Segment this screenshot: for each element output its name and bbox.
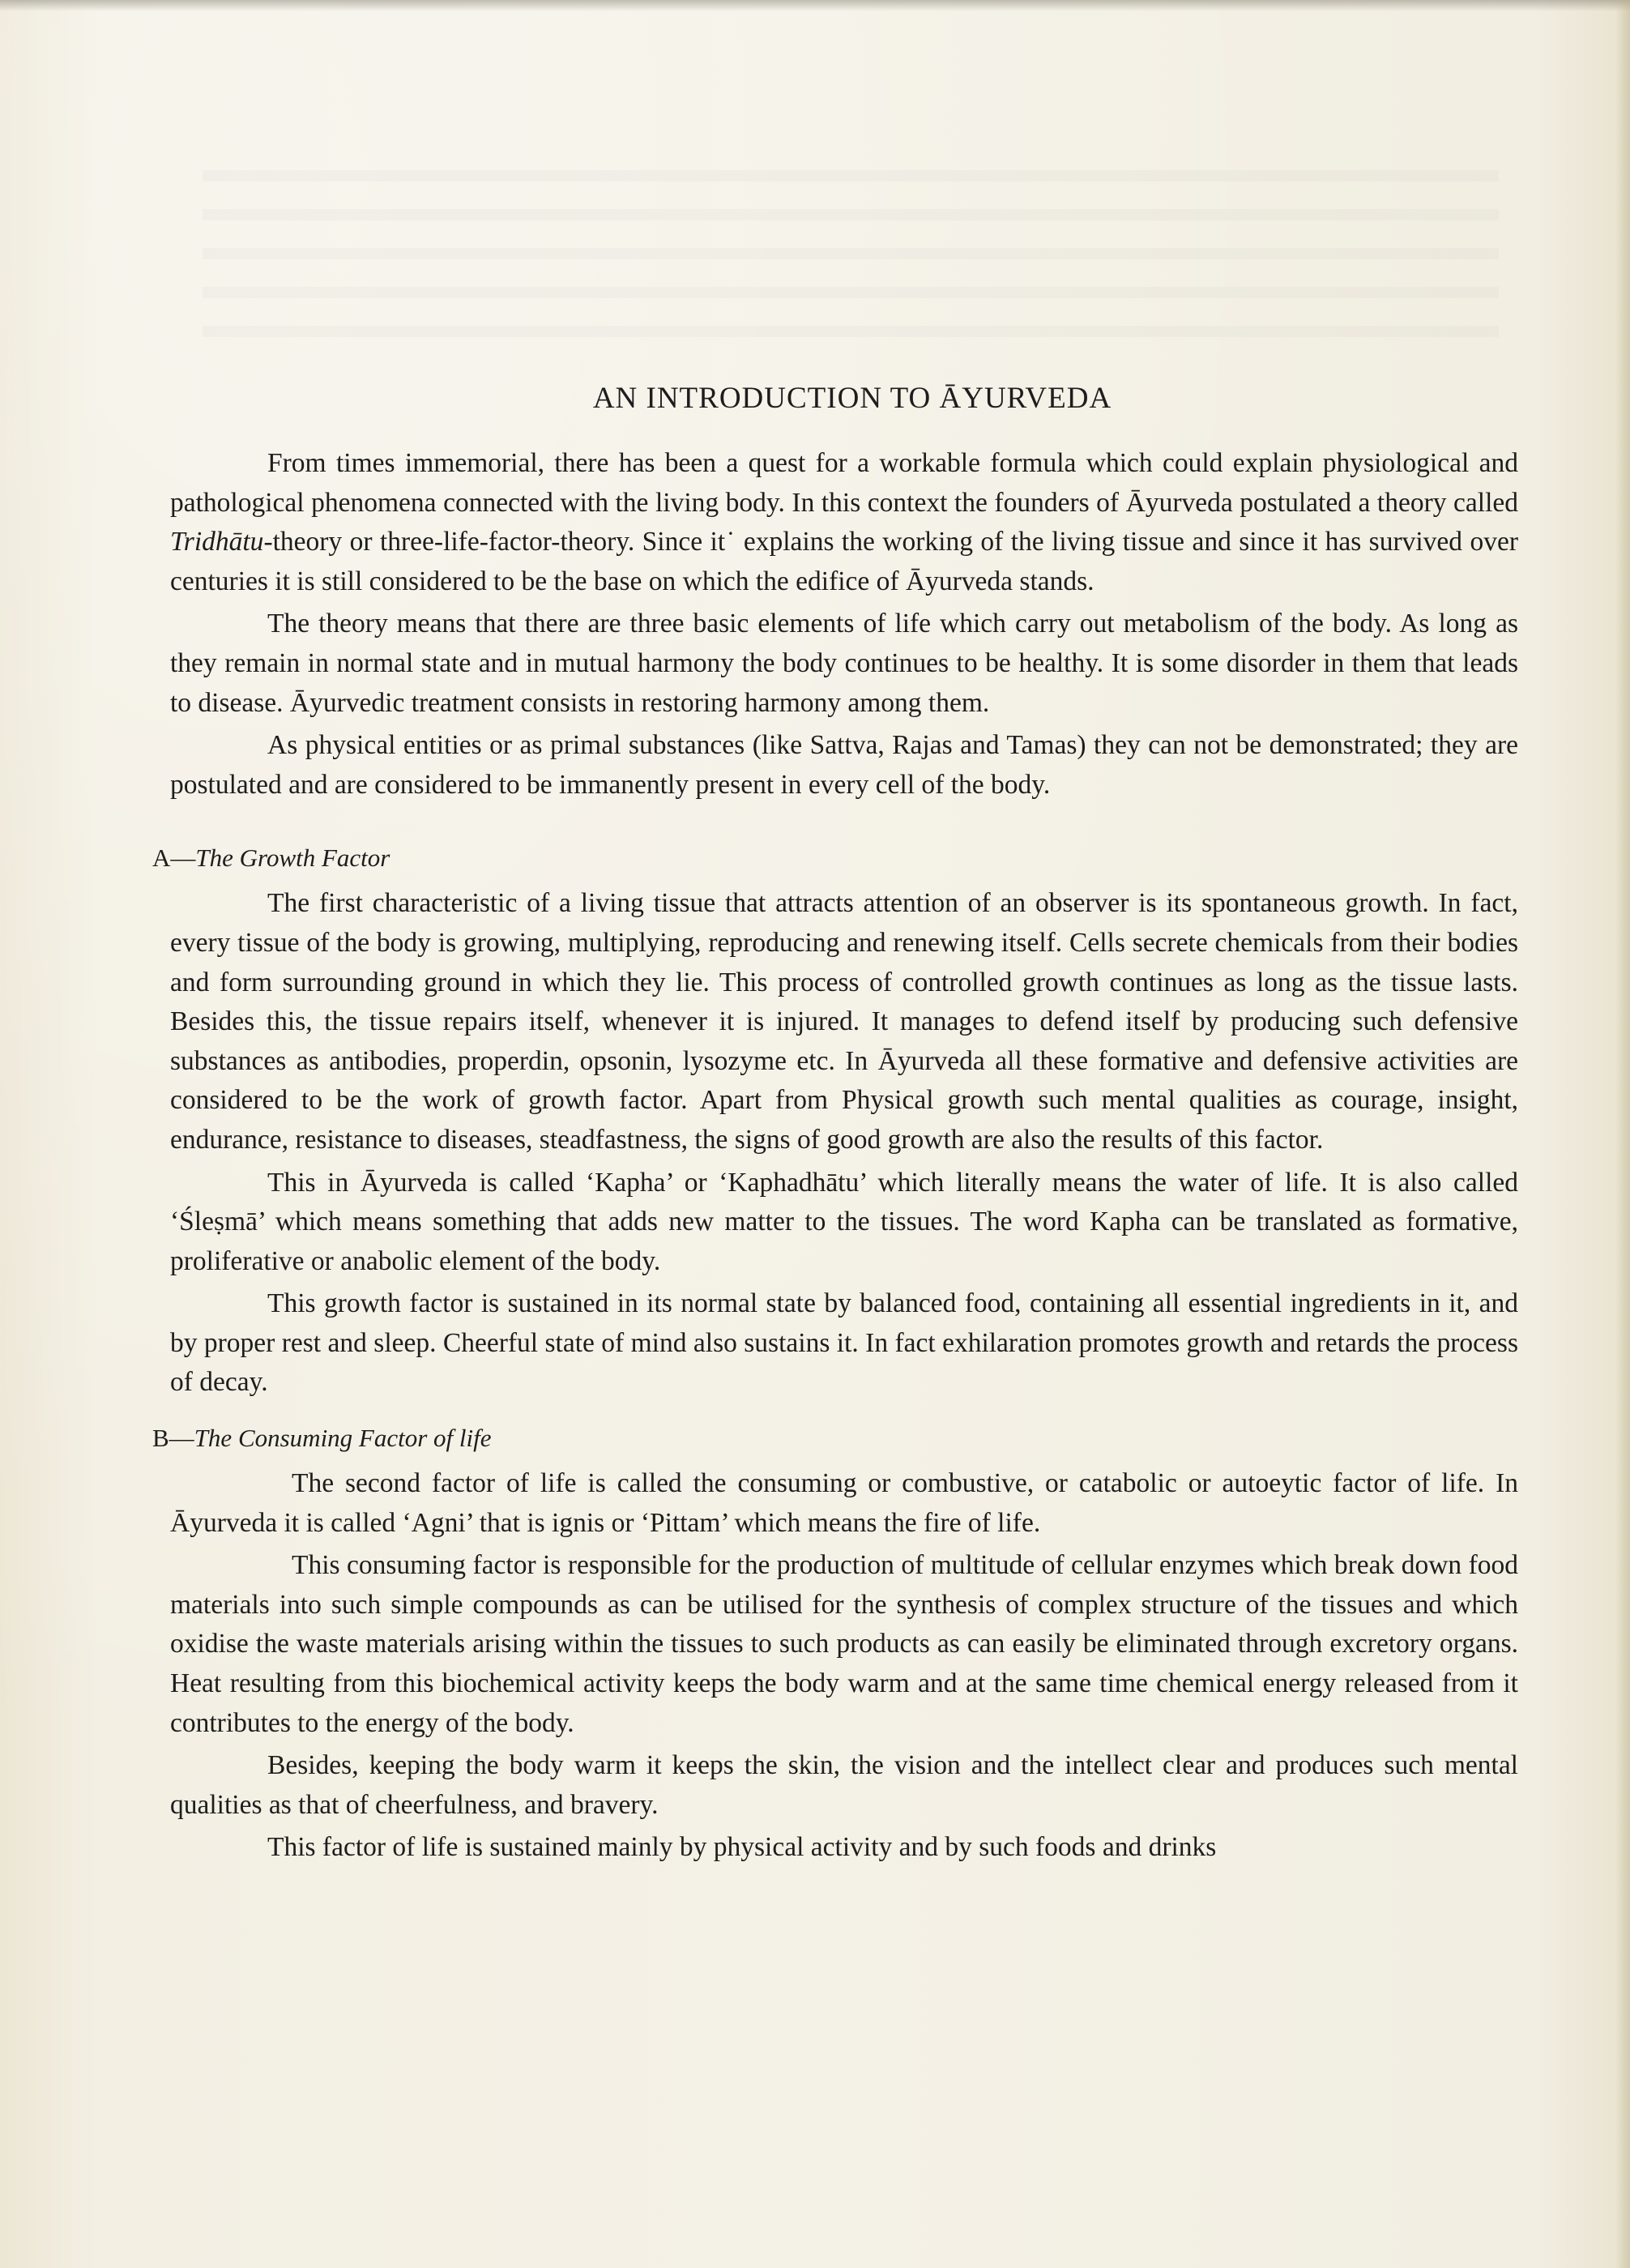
page-top-shadow <box>0 0 1630 11</box>
section-b-title: The Consuming Factor of life <box>194 1424 492 1453</box>
show-through-bleed <box>203 146 1499 357</box>
page-right-edge <box>1615 0 1630 2268</box>
intro-paragraph-2: The theory means that there are three basic elements of life which carry out metabolism of the body. As long as they remain in normal state and in mutual harmony the body continues to be healthy. It is some disorder in them that leads to disease. Āyurvedic treatment consists in restoring harmony among them. <box>170 609 1518 718</box>
section-a-prefix: A— <box>152 844 196 873</box>
section-b-paragraph-3: Besides, keeping the body warm it keeps the skin, the vision and the intellect clear and produces such mental qualities as that of cheerfulness, and bravery. <box>170 1750 1518 1820</box>
page-title: AN INTRODUCTION TO ĀYURVEDA <box>592 382 1112 415</box>
section-a-paragraph-3: This growth factor is sustained in its normal state by balanced food, containing all essential ingredients in it, and by proper rest and sleep. Cheerful state of mind also sustains it. In fact exhilaration promotes growth and retards the process of decay. <box>170 1288 1518 1398</box>
section-b-prefix: B— <box>152 1424 194 1453</box>
intro-p1-end: -theory or three-life-factor-theory. Since it˙ explains the working of the living tissue and since it has survived over centuries it is still considered to be the base on which the edifice of Āyurveda stands. <box>170 527 1518 596</box>
section-a-heading <box>152 839 1518 878</box>
section-a-title: The Growth Factor <box>195 844 390 873</box>
section-a-paragraph-1: The first characteristic of a living tissue that attracts attention of an observer is its spontaneous growth. In fact, every tissue of the body is growing, multiplying, reproducing and renewing itself. Cells secrete chemicals from their bodies and form surrounding ground in which they lie. This process of controlled growth continues as long as the tissue lasts. Besides this, the tissue repairs itself, whenever it is injured. It manages to defend itself by producing such defensive substances as antibodies, properdin, opsonin, lysozyme etc. In Āyurveda all these formative and defensive activities are considered to be the work of growth factor. Apart from Physical growth such mental qualities as courage, insight, endurance, resistance to diseases, steadfastness, the signs of good growth are also the results of this factor. <box>170 888 1518 1155</box>
intro-paragraph-3: As physical entities or as primal substances (like Sattva, Rajas and Tamas) they can not be demonstrated; they are postulated and are considered to be immanently present in every cell of the body. <box>170 730 1518 800</box>
section-a-paragraph-2: This in Āyurveda is called ‘Kapha’ or ‘Kaphadhātu’ which literally means the water of life. It is also called ‘Śleṣmā’ which means something that adds new matter to the tissues. The word Kapha can be translated as formative, proliferative or anabolic element of the body. <box>170 1167 1518 1276</box>
tridhatu-term: Tridhātu <box>170 527 264 557</box>
section-b-paragraph-2: This consuming factor is responsible for the production of multitude of cellular enzymes which break down food materials into such simple compounds as can be utilised for the synthesis of complex structure of the tissues and which oxidise the waste materials arising within the tissues to such products as can easily be eliminated through excretory organs. Heat resulting from this biochemical activity keeps the body warm and at the same time chemical energy released from it contributes to the energy of the body. <box>170 1550 1518 1738</box>
text-column <box>152 381 1518 1868</box>
section-b-paragraph-1: The second factor of life is called the consuming or combustive, or catabolic or autoeytic factor of life. In Āyurveda it is called ‘Agni’ that is ignis or ‘Pittam’ which means the fire of life. <box>170 1468 1518 1538</box>
intro-paragraph-1 <box>170 444 1518 601</box>
section-b-paragraph-4: This factor of life is sustained mainly by physical activity and by such foods and drinks <box>267 1832 1217 1863</box>
intro-p1-start: From times immemorial, there has been a quest for a workable formula which could explain physiological and pathological phenomena connected with the living body. In this context the founders of Āyurveda postulated a theory called <box>170 448 1518 518</box>
section-b-heading <box>152 1419 1518 1458</box>
